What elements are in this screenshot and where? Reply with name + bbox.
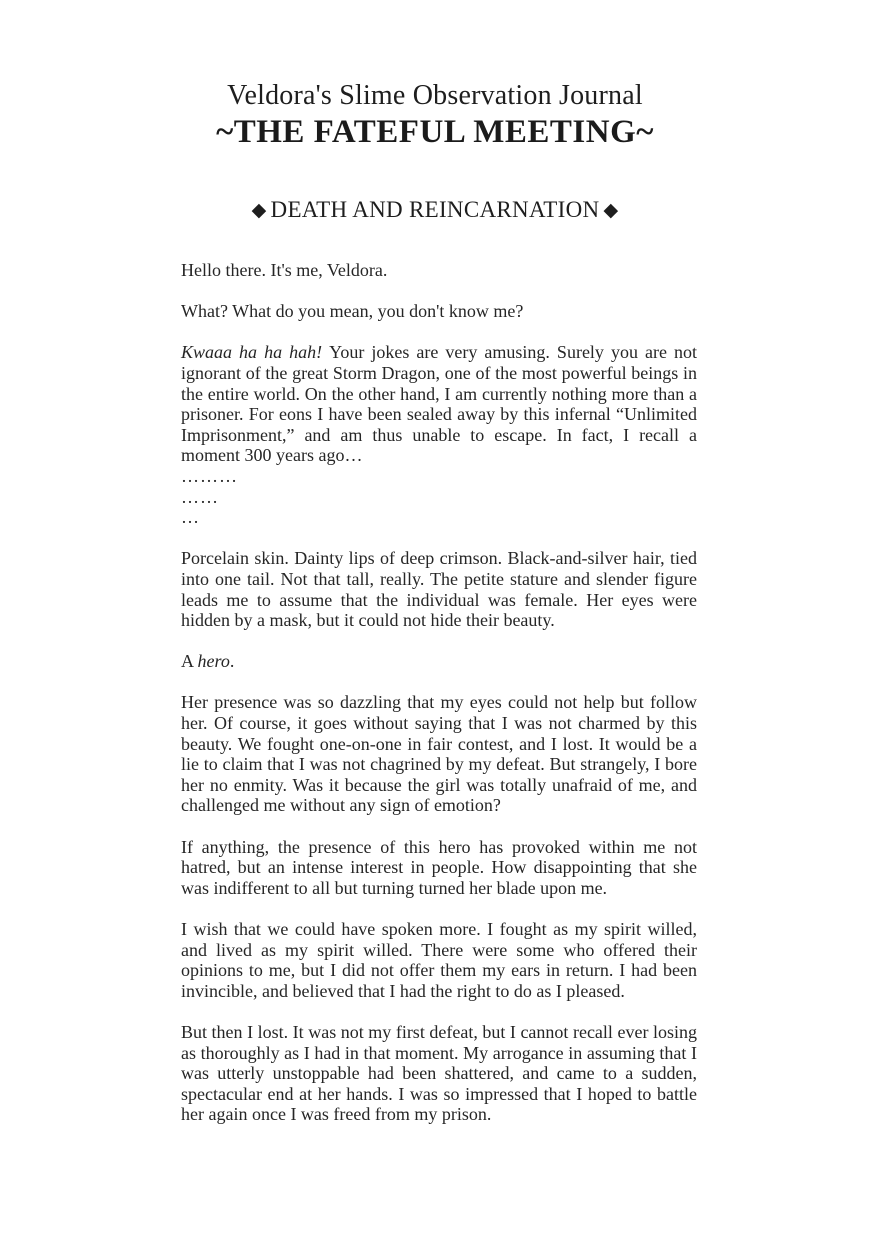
paragraph-if-anything: If anything, the presence of this hero has provoked within me not hatred, but an intense interest in people. How disappointing that she was indifferent to all but turning turned her blade upon me. xyxy=(181,836,697,898)
paragraph-a-hero xyxy=(181,651,697,672)
body-text xyxy=(181,260,697,1125)
paragraph-her-presence: Her presence was so dazzling that my eyes could not help but follow her. Of course, it goes without saying that I was not charmed by this beauty. We fought one-on-one in fair contest, and I lost. It would be a lie to claim that I was not chagrined by my defeat. But strangely, I bore her no enmity. Was it because the girl was totally unafraid of me, and challenged me without any sign of emotion? xyxy=(181,692,697,816)
paragraph-greeting: Hello there. It's me, Veldora. xyxy=(181,260,388,280)
a-hero-suffix: . xyxy=(229,651,235,672)
a-hero-prefix: A xyxy=(181,651,198,672)
paragraph-storm-dragon xyxy=(181,342,697,466)
section-heading-text: DEATH AND REINCARNATION xyxy=(270,197,600,222)
section-heading xyxy=(0,196,870,226)
paragraph-appearance: Porcelain skin. Dainty lips of deep crimson. Black-and-silver hair, tied into one tail. Not that tall, really. The petite stature and slender figure leads me to assume that the individual was female. Her eyes were hidden by a mask, but it could not hide their beauty. xyxy=(181,548,697,631)
ellipsis-line-1: ……… xyxy=(181,465,238,486)
paragraph-but-then: But then I lost. It was not my first defeat, but I cannot recall ever losing as thoroughly as I had in that moment. My arrogance in assuming that I was utterly unstoppable had been shattered, and came to a sudden, spectacular end at her hands. I was so impressed that I hoped to battle her again once I was freed from my prison. xyxy=(181,1021,697,1125)
paragraph-question: What? What do you mean, you don't know me? xyxy=(181,301,524,322)
chapter-title: ~THE FATEFUL MEETING~ xyxy=(216,114,654,150)
hero-italic-text: hero xyxy=(197,651,230,672)
paragraph-i-wish: I wish that we could have spoken more. I fought as my spirit willed, and lived as my spirit willed. There were some who offered their opinions to me, but I did not offer them my ears in return. I had been invincible, and believed that I had the right to do as I pleased. xyxy=(181,919,697,1001)
ellipsis-line-3: … xyxy=(181,507,200,528)
diamond-icon: ◆ xyxy=(603,200,619,221)
paragraph-storm-dragon-text: Your jokes are very amusing. Surely you are not ignorant of the great Storm Dragon, one of the most powerful beings in the entire world. On the other hand, I am currently nothing more than a prisoner. For eons I have been sealed away by this infernal “Unlimited Imprisonment,” and am thus unable to escape. In fact, I recall a moment 300 years ago… xyxy=(181,342,697,466)
journal-title: Veldora's Slime Observation Journal xyxy=(227,80,643,111)
ellipsis-line-2: …… xyxy=(181,486,219,507)
diamond-icon: ◆ xyxy=(251,200,267,221)
laugh-italic-text: Kwaaa ha ha hah! xyxy=(181,342,330,363)
